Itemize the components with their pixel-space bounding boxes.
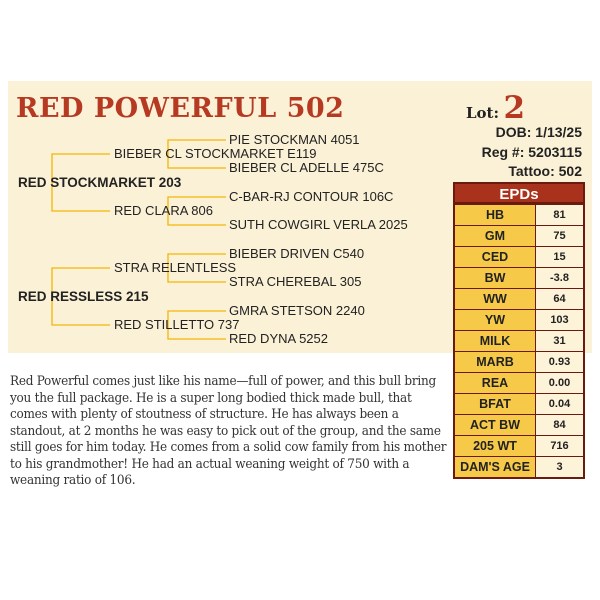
pedigree-sire-sire: BIEBER CL STOCKMARKET E119 bbox=[114, 146, 317, 161]
lot-label: Lot: bbox=[466, 104, 500, 122]
epd-label: MARB bbox=[455, 352, 535, 372]
epd-value: 0.93 bbox=[536, 352, 583, 372]
epd-table bbox=[453, 204, 585, 479]
pedigree-sire: RED STOCKMARKET 203 bbox=[18, 175, 182, 190]
registration-number: Reg #: 5203115 bbox=[481, 144, 582, 160]
tattoo: Tattoo: 502 bbox=[508, 163, 582, 179]
epd-row bbox=[455, 415, 583, 435]
pedigree-dam-dam-sire: GMRA STETSON 2240 bbox=[229, 303, 365, 318]
epd-label: CED bbox=[455, 247, 535, 267]
pedigree-dam: RED RESSLESS 215 bbox=[18, 289, 149, 304]
epd-value: 0.00 bbox=[536, 373, 583, 393]
pedigree-sire-dam-dam: SUTH COWGIRL VERLA 2025 bbox=[229, 217, 408, 232]
epd-value: -3.8 bbox=[536, 268, 583, 288]
dob: DOB: 1/13/25 bbox=[495, 124, 582, 140]
pedigree-dam-sire: STRA RELENTLESS bbox=[114, 260, 237, 275]
epd-row bbox=[455, 226, 583, 246]
epd-value: 84 bbox=[536, 415, 583, 435]
pedigree-sire-dam: RED CLARA 806 bbox=[114, 203, 213, 218]
epd-label: REA bbox=[455, 373, 535, 393]
epd-row bbox=[455, 247, 583, 267]
lot-number: 2 bbox=[503, 90, 526, 126]
epd-value: 81 bbox=[536, 205, 583, 225]
pedigree-sire-sire-dam: BIEBER CL ADELLE 475C bbox=[229, 160, 384, 175]
epd-value: 15 bbox=[536, 247, 583, 267]
epd-label: YW bbox=[455, 310, 535, 330]
lot-block bbox=[466, 90, 525, 126]
pedigree-sire-dam-sire: C-BAR-RJ CONTOUR 106C bbox=[229, 189, 394, 204]
epd-label: GM bbox=[455, 226, 535, 246]
epd-label: HB bbox=[455, 205, 535, 225]
epd-value: 3 bbox=[536, 457, 583, 477]
animal-name: RED POWERFUL 502 bbox=[16, 93, 345, 124]
pedigree-sire-sire-sire: PIE STOCKMAN 4051 bbox=[229, 132, 360, 147]
epd-label: MILK bbox=[455, 331, 535, 351]
epd-table-title: EPDs bbox=[453, 182, 585, 204]
pedigree-dam-sire-sire: BIEBER DRIVEN C540 bbox=[229, 246, 365, 261]
epd-label: 205 WT bbox=[455, 436, 535, 456]
epd-row bbox=[455, 289, 583, 309]
epd-value: 0.04 bbox=[536, 394, 583, 414]
epd-row bbox=[455, 457, 583, 477]
epd-row bbox=[455, 394, 583, 414]
epd-label: WW bbox=[455, 289, 535, 309]
epd-label: BFAT bbox=[455, 394, 535, 414]
epd-row bbox=[455, 205, 583, 225]
pedigree-dam-sire-dam: STRA CHEREBAL 305 bbox=[229, 274, 362, 289]
epd-value: 103 bbox=[536, 310, 583, 330]
epd-row bbox=[455, 268, 583, 288]
epd-row bbox=[455, 310, 583, 330]
epd-value: 716 bbox=[536, 436, 583, 456]
description: Red Powerful comes just like his name—full of power, and this bull bring you the full package. He is a super long bodied thick made bull, that comes with plenty of stoutness of structure. He has always been a standout, at 2 months he was easy to pick out of the group, and the same still goes for him today. He comes from a solid cow family from his mother to his grandmother! He had an actual weaning weight of 750 with a weaning ratio of 106. bbox=[10, 374, 447, 488]
epd-value: 75 bbox=[536, 226, 583, 246]
epd-value: 31 bbox=[536, 331, 583, 351]
pedigree-dam-dam-dam: RED DYNA 5252 bbox=[229, 331, 328, 346]
epd-label: DAM'S AGE bbox=[455, 457, 535, 477]
pedigree-dam-dam: RED STILLETTO 737 bbox=[114, 317, 240, 332]
epd-value: 64 bbox=[536, 289, 583, 309]
epd-row bbox=[455, 373, 583, 393]
epd-label: BW bbox=[455, 268, 535, 288]
epd-row bbox=[455, 436, 583, 456]
epd-row bbox=[455, 331, 583, 351]
epd-label: ACT BW bbox=[455, 415, 535, 435]
epd-row bbox=[455, 352, 583, 372]
